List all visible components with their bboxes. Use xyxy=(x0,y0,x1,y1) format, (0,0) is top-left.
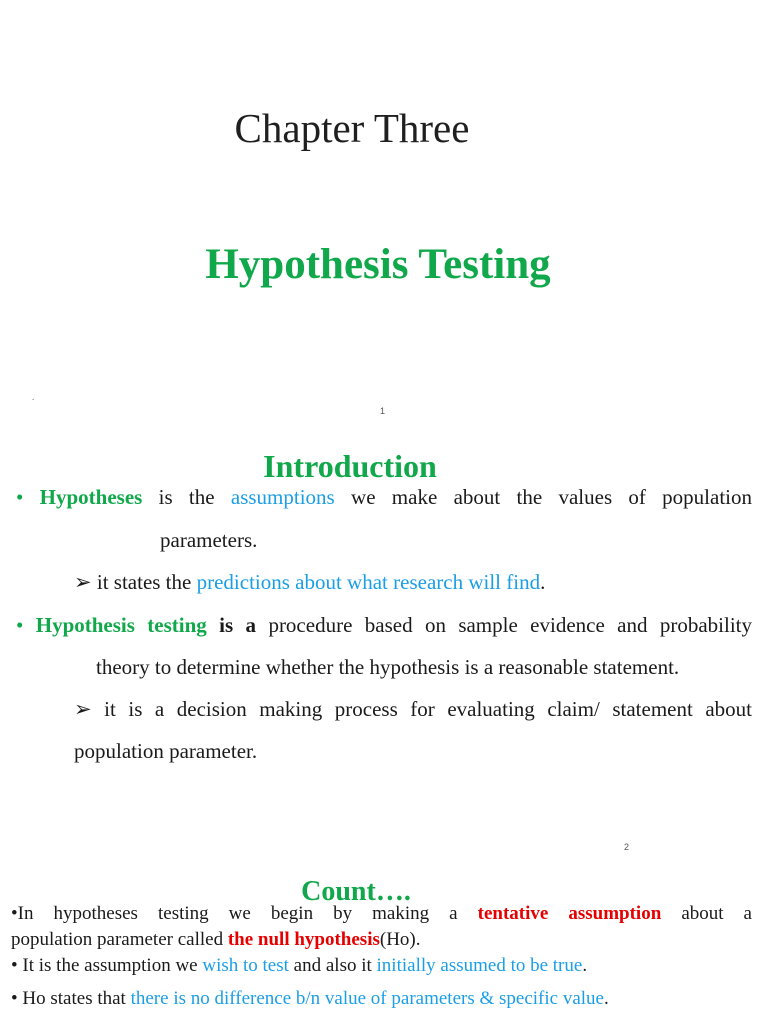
bullet-text: Ho states that xyxy=(22,988,126,1009)
chapter-title: Chapter Three xyxy=(234,105,470,151)
bullet-marker: • xyxy=(16,485,24,509)
bullet-text: It is the assumption we xyxy=(22,955,198,976)
bullet-marker: • xyxy=(11,955,18,976)
bullet-marker: • xyxy=(16,613,24,637)
chapter-subtitle: Hypothesis Testing xyxy=(205,241,551,288)
slide1-dot: . xyxy=(32,392,35,402)
highlight-no-difference: there is no difference b/n value of parameters & specific value xyxy=(130,988,604,1009)
highlight-assumptions: assumptions xyxy=(230,485,335,509)
slide1-page-number: 1 xyxy=(380,406,386,416)
bullet-text: about a xyxy=(681,903,752,924)
slide2-page-number: 2 xyxy=(624,842,630,852)
bullet-text: we make about the values of population xyxy=(351,485,753,509)
null-hypothesis-bullet xyxy=(11,901,752,927)
bullet-period: . xyxy=(603,988,609,1009)
null-hypothesis-bullet-cont xyxy=(11,927,421,953)
subpoint-period: . xyxy=(540,570,546,594)
bullet-text: (Ho). xyxy=(379,929,421,950)
highlight-predictions: predictions about what research will find xyxy=(196,570,541,594)
bullet-period: . xyxy=(582,955,588,976)
subpoint-text: it is a decision making process for evaluating claim/ statement about xyxy=(104,697,753,721)
hypotheses-bullet-cont: parameters. xyxy=(160,528,258,552)
term-hypothesis-testing: Hypothesis testing xyxy=(35,613,207,637)
arrow-marker: ➢ xyxy=(74,697,92,721)
introduction-heading: Introduction xyxy=(263,448,437,484)
decision-subpoint-cont: population parameter. xyxy=(74,739,258,763)
ho-states-bullet xyxy=(11,986,609,1012)
hypotheses-bullet xyxy=(16,483,752,511)
subpoint-text: it states the xyxy=(96,570,192,594)
highlight-null-hypothesis: the null hypothesis xyxy=(227,929,380,950)
bullet-text: procedure based on sample evidence and probability xyxy=(268,613,753,637)
count-heading: Count…. xyxy=(301,876,411,907)
highlight-tentative-assumption: tentative assumption xyxy=(477,903,662,924)
bullet-marker: • xyxy=(11,988,18,1009)
bullet-text: In hypotheses testing we begin by making a xyxy=(17,903,458,924)
bullet-marker: • xyxy=(11,903,18,924)
assumption-bullet xyxy=(11,953,587,979)
bullet-text: and also it xyxy=(293,955,372,976)
term-hypotheses: Hypotheses xyxy=(39,485,143,509)
arrow-marker: ➢ xyxy=(74,570,92,594)
highlight-wish-to-test: wish to test xyxy=(202,955,289,976)
bullet-text: is the xyxy=(158,485,215,509)
predictions-subpoint xyxy=(74,568,545,596)
hypothesis-testing-bullet-cont: theory to determine whether the hypothesis is a reasonable statement. xyxy=(96,655,680,679)
hypothesis-testing-bullet xyxy=(16,611,752,639)
bullet-text: population parameter called xyxy=(11,929,224,950)
bold-is-a: is a xyxy=(219,613,257,637)
highlight-initially-true: initially assumed to be true xyxy=(376,955,583,976)
decision-subpoint xyxy=(74,695,752,723)
